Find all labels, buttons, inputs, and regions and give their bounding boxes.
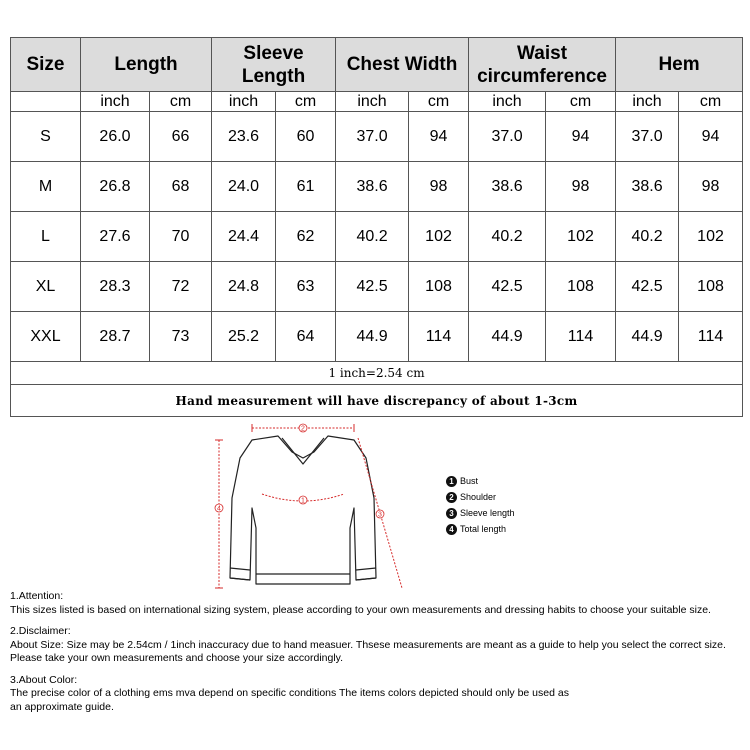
table-cell: 38.6 bbox=[616, 162, 679, 212]
unit-cell: inch bbox=[336, 92, 409, 112]
conversion-note: 1 inch=2.54 cm bbox=[11, 362, 743, 385]
sweater-outline bbox=[230, 436, 376, 584]
unit-cell: inch bbox=[81, 92, 150, 112]
header-length: Length bbox=[81, 38, 212, 92]
color-title: 3.About Color: bbox=[10, 673, 78, 686]
table-cell: 60 bbox=[276, 112, 336, 162]
size-cell: XL bbox=[11, 262, 81, 312]
table-cell: 98 bbox=[546, 162, 616, 212]
table-cell: 64 bbox=[276, 312, 336, 362]
table-row bbox=[11, 162, 743, 212]
table-cell: 68 bbox=[150, 162, 212, 212]
units-blank bbox=[11, 92, 81, 112]
legend-number: 2 bbox=[446, 492, 457, 503]
header-size: Size bbox=[11, 38, 81, 92]
table-cell: 73 bbox=[150, 312, 212, 362]
table-cell: 28.7 bbox=[81, 312, 150, 362]
table-cell: 24.8 bbox=[212, 262, 276, 312]
table-cell: 42.5 bbox=[616, 262, 679, 312]
table-cell: 44.9 bbox=[469, 312, 546, 362]
discrepancy-note: Hand measurement will have discrepancy of about 1-3cm bbox=[11, 385, 743, 417]
table-cell: 44.9 bbox=[616, 312, 679, 362]
table-cell: 62 bbox=[276, 212, 336, 262]
table-cell: 114 bbox=[679, 312, 743, 362]
attention-text: This sizes listed is based on international sizing system, please according to your own measurements and dressing habits to choose your suitable size. bbox=[10, 603, 711, 616]
table-cell: 42.5 bbox=[336, 262, 409, 312]
table-cell: 26.8 bbox=[81, 162, 150, 212]
discrepancy-row bbox=[11, 385, 743, 417]
unit-cell: inch bbox=[616, 92, 679, 112]
table-cell: 94 bbox=[409, 112, 469, 162]
legend-item bbox=[446, 473, 515, 489]
table-cell: 38.6 bbox=[469, 162, 546, 212]
table-cell: 24.0 bbox=[212, 162, 276, 212]
header-waist bbox=[469, 38, 616, 92]
unit-cell: inch bbox=[469, 92, 546, 112]
table-cell: 24.4 bbox=[212, 212, 276, 262]
header-sleeve-length bbox=[212, 38, 336, 92]
header-sleeve-line1: Sleeve bbox=[243, 42, 304, 64]
size-table bbox=[10, 37, 743, 417]
units-row bbox=[11, 92, 743, 112]
header-sleeve-line2: Length bbox=[241, 65, 306, 87]
table-cell: 38.6 bbox=[336, 162, 409, 212]
header-chest-width: Chest Width bbox=[336, 38, 469, 92]
table-cell: 94 bbox=[679, 112, 743, 162]
size-cell: M bbox=[11, 162, 81, 212]
table-cell: 102 bbox=[679, 212, 743, 262]
table-row bbox=[11, 312, 743, 362]
attention-title: 1.Attention: bbox=[10, 590, 64, 602]
table-row bbox=[11, 262, 743, 312]
table-cell: 61 bbox=[276, 162, 336, 212]
table-cell: 114 bbox=[409, 312, 469, 362]
legend-item bbox=[446, 489, 515, 505]
header-waist-line1: Waist bbox=[517, 42, 568, 64]
table-cell: 63 bbox=[276, 262, 336, 312]
legend-number: 4 bbox=[446, 524, 457, 535]
table-cell: 108 bbox=[546, 262, 616, 312]
size-cell: XXL bbox=[11, 312, 81, 362]
notes-section bbox=[10, 590, 745, 714]
disclaimer-text: Please take your own measurements and choose your size accordingly. bbox=[10, 652, 344, 664]
color-text: The precise color of a clothing ems mva depend on specific conditions The items colors depicted should only be used as bbox=[10, 687, 569, 699]
table-cell: 26.0 bbox=[81, 112, 150, 162]
marker-length-label: 4 bbox=[217, 505, 221, 513]
table-cell: 25.2 bbox=[212, 312, 276, 362]
marker-shoulder-label: 2 bbox=[301, 425, 305, 433]
measurement-legend bbox=[446, 473, 515, 537]
table-cell: 108 bbox=[679, 262, 743, 312]
table-cell: 70 bbox=[150, 212, 212, 262]
header-waist-line2: circumference bbox=[477, 65, 607, 87]
table-cell: 98 bbox=[409, 162, 469, 212]
table-cell: 102 bbox=[409, 212, 469, 262]
table-cell: 40.2 bbox=[469, 212, 546, 262]
unit-cell: cm bbox=[546, 92, 616, 112]
table-cell: 108 bbox=[409, 262, 469, 312]
disclaimer-text: About Size: Size may be 2.54cm / 1inch inaccuracy due to hand measuer. Thsese measurements are meant as a guide to help you select the correct size. bbox=[10, 638, 726, 651]
marker-bust-label: 1 bbox=[301, 497, 305, 505]
table-cell: 94 bbox=[546, 112, 616, 162]
table-cell: 23.6 bbox=[212, 112, 276, 162]
header-row bbox=[11, 38, 743, 92]
marker-sleeve-label: 3 bbox=[378, 511, 382, 519]
legend-item bbox=[446, 505, 515, 521]
table-cell: 40.2 bbox=[616, 212, 679, 262]
legend-label: Shoulder bbox=[460, 492, 497, 502]
table-cell: 98 bbox=[679, 162, 743, 212]
table-cell: 37.0 bbox=[616, 112, 679, 162]
color-text: an approximate guide. bbox=[10, 700, 114, 713]
legend-item bbox=[446, 521, 515, 537]
unit-cell: cm bbox=[276, 92, 336, 112]
table-cell: 37.0 bbox=[469, 112, 546, 162]
size-cell: L bbox=[11, 212, 81, 262]
legend-number: 3 bbox=[446, 508, 457, 519]
table-row bbox=[11, 112, 743, 162]
table-cell: 27.6 bbox=[81, 212, 150, 262]
table-cell: 37.0 bbox=[336, 112, 409, 162]
table-cell: 28.3 bbox=[81, 262, 150, 312]
table-cell: 44.9 bbox=[336, 312, 409, 362]
conversion-row bbox=[11, 362, 743, 385]
unit-cell: cm bbox=[150, 92, 212, 112]
legend-label: Bust bbox=[460, 476, 479, 486]
size-cell: S bbox=[11, 112, 81, 162]
unit-cell: cm bbox=[679, 92, 743, 112]
table-cell: 114 bbox=[546, 312, 616, 362]
table-cell: 66 bbox=[150, 112, 212, 162]
disclaimer-title: 2.Disclaimer: bbox=[10, 625, 71, 637]
legend-number: 1 bbox=[446, 476, 457, 487]
unit-cell: inch bbox=[212, 92, 276, 112]
table-cell: 72 bbox=[150, 262, 212, 312]
legend-label: Total length bbox=[460, 524, 507, 534]
sweater-diagram bbox=[200, 418, 420, 598]
table-cell: 40.2 bbox=[336, 212, 409, 262]
header-hem: Hem bbox=[616, 38, 743, 92]
unit-cell: cm bbox=[409, 92, 469, 112]
legend-label: Sleeve length bbox=[460, 508, 515, 518]
table-cell: 42.5 bbox=[469, 262, 546, 312]
table-cell: 102 bbox=[546, 212, 616, 262]
table-row bbox=[11, 212, 743, 262]
